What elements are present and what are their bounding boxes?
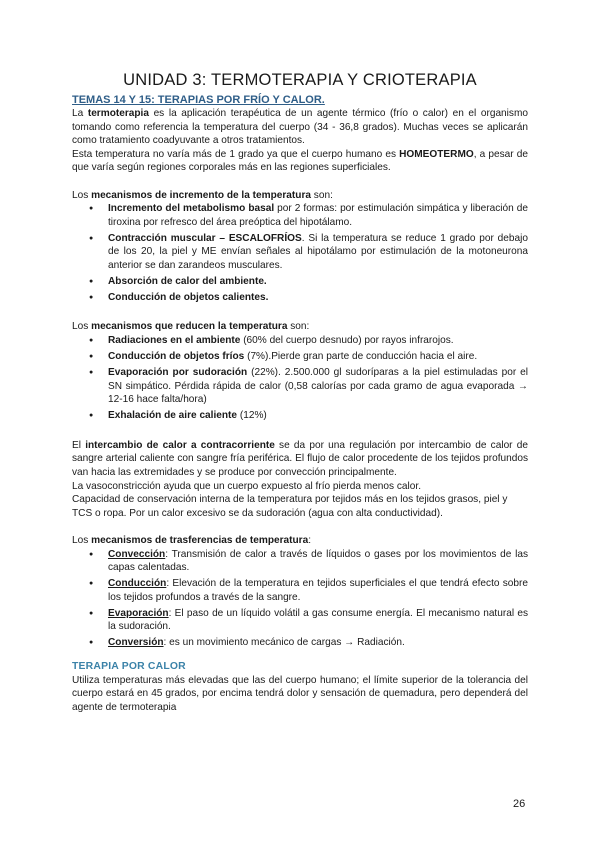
list-item xyxy=(108,636,528,650)
text: Esta temperatura no varía más de 1 grado ya que el cuerpo humano es xyxy=(72,148,400,160)
page-number: 26 xyxy=(513,798,526,810)
text: Los xyxy=(72,189,92,201)
text: . Si la temperatura se reduce 1 grado por debajo de los 20, la piel y ME envían señales al hipotálamo por estimulación de la motoneurona anterior se dan zarandeos musculares. xyxy=(108,232,528,271)
text: (12%) xyxy=(237,410,267,422)
bold-term: mecanismos de trasferencias de temperatura xyxy=(91,534,309,546)
list-item xyxy=(108,334,528,348)
bold-term: Conducción de objetos calientes. xyxy=(108,291,269,303)
text: son: xyxy=(287,321,310,333)
bold-term: intercambio de calor a contracorriente xyxy=(85,439,275,451)
list-item xyxy=(108,232,528,273)
trasferencias-lead xyxy=(72,534,528,548)
reducen-list xyxy=(72,334,528,423)
bold-term: Incremento del metabolismo basal xyxy=(108,203,275,215)
text: es la aplicación terapéutica de un agente térmico (frío o calor) en el organismo tomando como referencia la temperatura del cuerpo (34 - 36,8 grados). Muchas veces se aplicarán como tratamiento coadyuvante a otros tratamientos. xyxy=(72,108,528,147)
intro-paragraph-1 xyxy=(72,107,528,148)
bold-term: HOMEOTERMO xyxy=(399,148,474,160)
terapia-calor-paragraph: Utiliza temperaturas más elevadas que las del cuerpo humano; el límite superior de la tolerancia del cuerpo estará en 45 grados, por encima tendrá dolor y sensación de quemadura, pero dependerá del agente de termoterapia xyxy=(72,674,528,714)
bold-term: Conducción xyxy=(108,578,167,590)
text: : El paso de un líquido volátil a gas consume energía. El mecanismo natural es la sudoración. xyxy=(108,607,528,633)
text: (60% del cuerpo desnudo) por rayos infrarojos. xyxy=(240,335,454,347)
text: El xyxy=(72,439,86,451)
text: se da por una regulación por intercambio de calor de sangre arterial caliente con sangre fría periférica. El flujo de calor procedente de los tejidos profundos van hacia las extremidades y se produce por convección principalmente. xyxy=(72,439,528,478)
intro-paragraph-2 xyxy=(72,148,528,175)
bold-term: Radiaciones en el ambiente xyxy=(108,335,241,347)
bold-term: termoterapia xyxy=(87,108,149,119)
bold-term: Evaporación por sudoración xyxy=(108,367,248,379)
intercambio-paragraph-2: La vasoconstricción ayuda que un cuerpo expuesto al frío pierda menos calor. xyxy=(72,480,422,492)
document-page xyxy=(72,70,528,715)
bold-term: mecanismos de incremento de la temperatura xyxy=(91,189,311,201)
reducen-lead xyxy=(72,320,528,334)
text: La xyxy=(72,108,88,119)
section-heading-terapia-calor: TERAPIA POR CALOR xyxy=(72,660,186,672)
incremento-lead xyxy=(72,189,528,203)
text: : Transmisión de calor a través de líquidos o gases por los movimientos de las capas calentadas. xyxy=(108,548,528,574)
list-item xyxy=(108,607,528,634)
page-title: UNIDAD 3: TERMOTERAPIA Y CRIOTERAPIA xyxy=(123,71,477,89)
text: , a pesar de que varía según regiones corporales más en las regiones superficiales. xyxy=(72,148,528,174)
bold-term: Conversión xyxy=(108,637,164,649)
spacer xyxy=(72,425,528,439)
text: por 2 formas: por estimulación simpática y liberación de tiroxina por refresco del área preóptica del hipotálamo. xyxy=(108,203,528,228)
incremento-list xyxy=(72,202,528,304)
subtitle: TEMAS 14 Y 15: TERAPIAS POR FRÍO Y CALOR. xyxy=(72,94,325,106)
text: Los xyxy=(72,534,92,546)
text: : xyxy=(308,534,312,546)
text: (22%). 2.500.000 gl sudoríparas a la piel estimuladas por el SN simpático. Pérdida rápida de calor (0,58 calorías por cada gramo de agua evaporada → 12-16 hace falta/hora) xyxy=(108,367,528,406)
spacer xyxy=(72,520,528,534)
bold-term: Convección xyxy=(108,548,166,560)
text: son: xyxy=(311,189,333,201)
spacer xyxy=(72,307,528,321)
bold-term: Exhalación de aire caliente xyxy=(108,410,238,422)
list-item xyxy=(108,366,528,407)
list-item xyxy=(108,291,528,305)
text: Los xyxy=(72,321,92,333)
bold-term: Absorción de calor del ambiente. xyxy=(108,275,267,287)
list-item xyxy=(108,350,528,364)
list-item xyxy=(108,548,528,575)
text: : Elevación de la temperatura en tejidos superficiales el que tendrá efecto sobre los tejidos profundos a través de la sangre. xyxy=(108,578,528,603)
list-item xyxy=(108,202,528,229)
list-item xyxy=(108,577,528,604)
text: : es un movimiento mecánico de cargas → Radiación. xyxy=(163,637,405,649)
bold-term: Evaporación xyxy=(108,607,169,619)
list-item xyxy=(108,275,528,289)
intercambio-paragraph-1 xyxy=(72,439,528,480)
text: (7%).Pierde gran parte de conducción hacia el aire. xyxy=(244,351,478,363)
bold-term: Conducción de objetos fríos xyxy=(108,351,245,363)
bold-term: mecanismos que reducen la temperatura xyxy=(91,321,288,333)
list-item xyxy=(108,409,528,423)
bold-term: Contracción muscular – ESCALOFRÍOS xyxy=(108,232,302,244)
spacer xyxy=(72,175,528,189)
intercambio-paragraph-3: Capacidad de conservación interna de la temperatura por tejidos más en los tejidos grasos, piel y TCS o ropa. Por un calor excesivo se da sudoración (agua con alta conductividad). xyxy=(72,494,508,519)
trasferencias-list xyxy=(72,548,528,650)
